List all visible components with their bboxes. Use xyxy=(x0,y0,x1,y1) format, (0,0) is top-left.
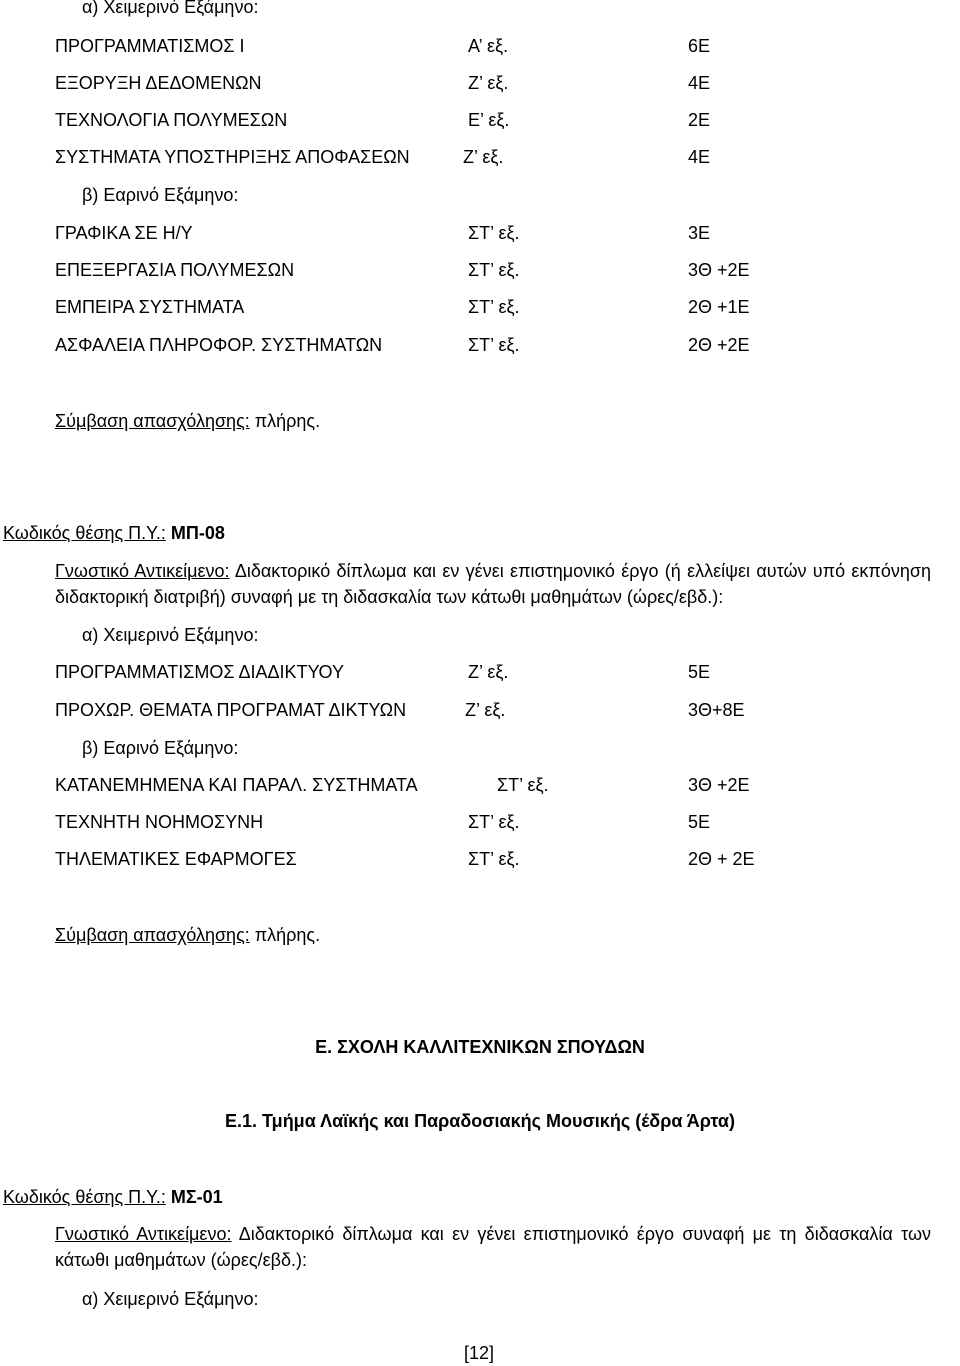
course-name: ΚΑΤΑΝΕΜΗΜΕΝΑ ΚΑΙ ΠΑΡΑΛ. ΣΥΣΤΗΜΑΤΑ xyxy=(55,775,418,795)
position-code xyxy=(3,1186,223,1208)
course-hours: 2Θ +1Ε xyxy=(688,297,750,317)
course-row xyxy=(0,699,960,721)
course-hours: 3Θ+8Ε xyxy=(688,700,745,720)
school-heading: Ε. ΣΧΟΛΗ ΚΑΛΛΙΤΕΧΝΙΚΩΝ ΣΠΟΥΔΩΝ xyxy=(315,1037,645,1057)
course-semester: ΣΤ’ εξ. xyxy=(468,849,520,869)
subject-paragraph xyxy=(55,1221,931,1273)
course-semester: ΣΤ’ εξ. xyxy=(468,260,520,280)
position-code-value: ΜΣ-01 xyxy=(165,1187,223,1207)
course-hours: 2Ε xyxy=(688,110,711,130)
contract-label: Σύμβαση απασχόλησης: xyxy=(55,925,250,945)
subject-label: Γνωστικό Αντικείμενο: xyxy=(55,561,230,581)
contract-label: Σύμβαση απασχόλησης: xyxy=(55,411,250,431)
contract-value: πλήρης. xyxy=(249,411,321,431)
subject-paragraph xyxy=(55,558,931,610)
position-code-label: Κωδικός θέσης Π.Υ.: xyxy=(3,1187,166,1207)
course-name: ΠΡΟΓΡΑΜΜΑΤΙΣΜΟΣ ΔΙΑΔΙΚΤΥΟΥ xyxy=(55,662,344,682)
course-row xyxy=(0,334,960,356)
course-name: ΤΕΧΝΟΛΟΓΙΑ ΠΟΛΥΜΕΣΩΝ xyxy=(55,110,288,130)
spring-semester-heading: β) Εαρινό Εξάμηνο: xyxy=(82,185,239,205)
course-name: ΓΡΑΦΙΚΑ ΣΕ Η/Υ xyxy=(55,223,193,243)
page-number: [12] xyxy=(464,1343,495,1363)
course-hours: 3Ε xyxy=(688,223,711,243)
winter-semester-heading: α) Χειμερινό Εξάμηνο: xyxy=(82,0,259,17)
course-semester: Ε’ εξ. xyxy=(468,110,510,130)
spring-semester-heading: β) Εαρινό Εξάμηνο: xyxy=(82,738,239,758)
course-row xyxy=(0,259,960,281)
course-row xyxy=(0,661,960,683)
position-code-value: ΜΠ-08 xyxy=(165,523,225,543)
course-row xyxy=(0,35,960,57)
course-semester: Α’ εξ. xyxy=(468,36,509,56)
course-name: ΕΞΟΡΥΞΗ ΔΕΔΟΜΕΝΩΝ xyxy=(55,73,262,93)
course-semester: ΣΤ’ εξ. xyxy=(468,812,520,832)
course-name: ΤΕΧΝΗΤΗ ΝΟΗΜΟΣΥΝΗ xyxy=(55,812,264,832)
position-code-label: Κωδικός θέσης Π.Υ.: xyxy=(3,523,166,543)
course-hours: 3Θ +2Ε xyxy=(688,260,750,280)
course-semester: Ζ’ εξ. xyxy=(465,700,506,720)
course-row xyxy=(0,774,960,796)
course-name: ΕΠΕΞΕΡΓΑΣΙΑ ΠΟΛΥΜΕΣΩΝ xyxy=(55,260,295,280)
position-code xyxy=(3,522,225,544)
course-hours: 3Θ +2Ε xyxy=(688,775,750,795)
course-name: ΑΣΦΑΛΕΙΑ ΠΛΗΡΟΦΟΡ. ΣΥΣΤΗΜΑΤΩΝ xyxy=(55,335,383,355)
course-row xyxy=(0,72,960,94)
course-semester: Ζ’ εξ. xyxy=(468,662,509,682)
subject-label: Γνωστικό Αντικείμενο: xyxy=(55,1224,232,1244)
employment-contract xyxy=(55,924,320,946)
course-hours: 5Ε xyxy=(688,662,711,682)
course-row xyxy=(0,811,960,833)
subject-text: Διδακτορικό δίπλωμα και εν γένει επιστημονικό έργο συναφή με τη διδασκαλία των κάτωθι μαθημάτων (ώρες/εβδ.): xyxy=(55,1224,931,1270)
contract-value: πλήρης. xyxy=(249,925,321,945)
course-name: ΕΜΠΕΙΡΑ ΣΥΣΤΗΜΑΤΑ xyxy=(55,297,245,317)
course-row xyxy=(0,848,960,870)
course-semester: ΣΤ’ εξ. xyxy=(468,297,520,317)
employment-contract xyxy=(55,410,320,432)
winter-semester-heading: α) Χειμερινό Εξάμηνο: xyxy=(82,625,259,645)
course-semester: ΣΤ’ εξ. xyxy=(468,335,520,355)
course-semester: ΣΤ’ εξ. xyxy=(468,223,520,243)
course-hours: 4Ε xyxy=(688,73,711,93)
course-semester: ΣΤ’ εξ. xyxy=(497,775,549,795)
course-row xyxy=(0,109,960,131)
course-row xyxy=(0,146,960,168)
course-hours: 6Ε xyxy=(688,36,711,56)
course-name: ΠΡΟΓΡΑΜΜΑΤΙΣΜΟΣ Ι xyxy=(55,36,245,56)
subject-text: Διδακτορικό δίπλωμα και εν γένει επιστημονικό έργο (ή ελλείψει αυτών υπό εκπόνηση διδακτορική διατριβή) συναφή με τη διδασκαλία των κάτωθι μαθημάτων (ώρες/εβδ.): xyxy=(55,561,931,607)
course-name: ΣΥΣΤΗΜΑΤΑ ΥΠΟΣΤΗΡΙΞΗΣ ΑΠΟΦΑΣΕΩΝ xyxy=(55,147,410,167)
course-row xyxy=(0,296,960,318)
course-semester: Ζ’ εξ. xyxy=(468,73,509,93)
course-name: ΤΗΛΕΜΑΤΙΚΕΣ ΕΦΑΡΜΟΓΕΣ xyxy=(55,849,297,869)
department-heading: Ε.1. Τμήμα Λαϊκής και Παραδοσιακής Μουσικής (έδρα Άρτα) xyxy=(225,1111,735,1131)
course-hours: 2Θ + 2Ε xyxy=(688,849,755,869)
course-hours: 2Θ +2Ε xyxy=(688,335,750,355)
course-hours: 5Ε xyxy=(688,812,711,832)
course-semester: Ζ’ εξ. xyxy=(463,147,504,167)
course-name: ΠΡΟΧΩΡ. ΘΕΜΑΤΑ ΠΡΟΓΡΑΜΑΤ ΔΙΚΤΥΩΝ xyxy=(55,700,407,720)
course-row xyxy=(0,222,960,244)
course-hours: 4Ε xyxy=(688,147,711,167)
winter-semester-heading: α) Χειμερινό Εξάμηνο: xyxy=(82,1289,259,1309)
